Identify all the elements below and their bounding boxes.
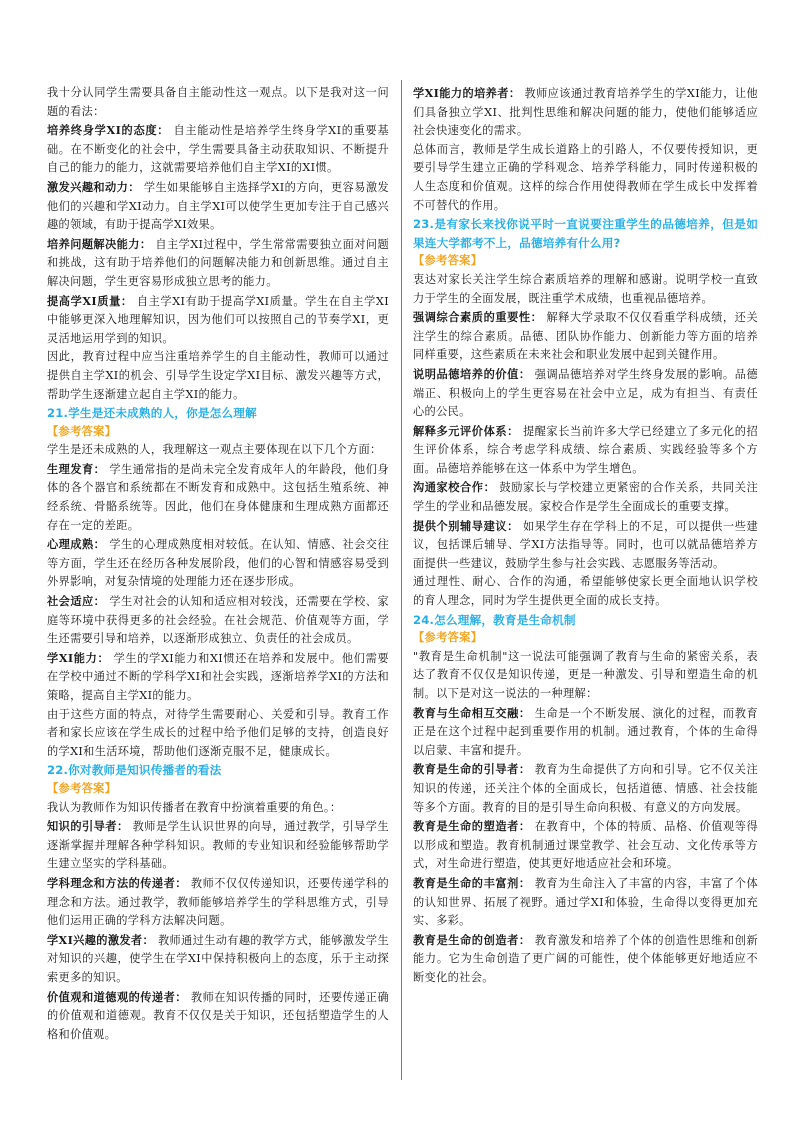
- paragraph: 衷达对家长关注学生综合素质培养的理解和感谢。说明学校一直致力于学生的全面发展，既注重学术成绩，也重视品德培养。: [413, 272, 758, 305]
- paragraph: 说明品德培养的价值： 强调品德培养对学生终身发展的影响。品德端正、积极向上的学生更容易在社会中立足，成为有担当、有责任心的公民。: [413, 366, 758, 419]
- paragraph: "教育是生命机制"这一说法可能强调了教育与生命的紧密关系，表达了教育不仅仅是知识传递，更是一种激发、引导和塑造生命的机制。以下是对这一说法的一种理解：: [413, 649, 758, 700]
- paragraph: 学XI能力： 学生的学XI能力和XI惯还在培养和发展中。他们需要在学校中通过不断的学科学XI和社会实践，逐渐培养学XI的方法和策略，提高自主学XI的能力。: [47, 650, 389, 702]
- paragraph: 教育是生命的丰富剂： 教育为生命注入了丰富的内容，丰富了个体的认知世界、拓展了视野。通过学XI和体验，生命得以变得更加充实、多彩。: [413, 875, 758, 928]
- column-divider: [401, 80, 402, 1080]
- paragraph: 因此，教育过程中应当注重培养学生的自主能动性，教师可以通过提供自主学XI的机会、引导学生设定学XI目标、激发兴趣等方式，帮助学生逐渐建立起自主学XI的能力。: [47, 350, 389, 401]
- reference-answer-label: 【参考答案】: [47, 781, 117, 795]
- paragraph: 学生是还未成熟的人，我理解这一观点主要体现在以下几个方面：: [47, 443, 382, 457]
- paragraph: 通过理性、耐心、合作的沟通，希望能够使家长更全面地认识学校的育人理念，同时为学生提供更全面的成长支持。: [413, 575, 758, 608]
- reference-answer-label: 【参考答案】: [413, 631, 483, 645]
- question-title: 21.学生是还未成熟的人，你是怎么理解: [47, 406, 257, 421]
- paragraph: 强调综合素质的重要性： 解释大学录取不仅仅看重学科成绩，还关注学生的综合素质。品德、团队协作能力、创新能力等方面的培养同样重要，这些素质在未来社会和职业发展中起到关键作用。: [413, 310, 758, 362]
- paragraph: 社会适应： 学生对社会的认知和适应相对较浅，还需要在学校、家庭等环境中获得更多的社会经验。在社会规范、价值观等方面，学生还需要引导和培养，以逐渐形成独立、负责任的社会成员。: [47, 594, 389, 646]
- paragraph: 学XI能力的培养者： 教师应该通过教育培养学生的学XI能力，让他们具备独立学XI、批判性思维和解决问题的能力，使他们能够适应社会快速变化的需求。: [413, 86, 758, 138]
- left-column: [47, 84, 389, 1044]
- paragraph: 教育与生命相互交融： 生命是一个不断发展、演化的过程，而教育正是在这个过程中起到重要作用的机制。通过教育，个体的生命得以启蒙、丰富和提升。: [413, 705, 758, 757]
- paragraph: 由于这些方面的特点，对待学生需要耐心、关爱和引导。教育工作者和家长应该在学生成长的过程中给予他们足够的支持，创造良好的学XI和生活环境，帮助他们逐渐克服不足，健康成长。: [47, 707, 389, 758]
- reference-answer-label: 【参考答案】: [413, 254, 483, 268]
- question-title: 23.是有家长来找你说平时一直说要注重学生的品德培养，但是如果连大学都考不上，品德培养有什么用?: [413, 217, 758, 250]
- paragraph: 学科理念和方法的传递者： 教师不仅仅传递知识，还要传递学科的理念和方法。通过教学，教师能够培养学生的学科思维方式，引导他们运用正确的学科方法解决问题。: [47, 875, 390, 928]
- paragraph: 总体而言，教师是学生成长道路上的引路人，不仅要传授知识，更要引导学生建立正确的学科观念、培养学科能力，同时传递积极的人生态度和价值观。这样的综合作用使得教师在学生成长中发挥着不可替代的作用。: [413, 142, 758, 212]
- right-column: [413, 84, 758, 988]
- paragraph: 培养问题解决能力： 自主学XI过程中，学生常常需要独立面对问题和挑战，这有助于培养他们的问题解决能力和创新思维。通过自主解决问题，学生更容易形成独立思考的能力。: [47, 236, 389, 288]
- reference-answer-label: 【参考答案】: [47, 424, 117, 438]
- paragraph: 我认为教师作为知识传播者在教育中扮演着重要的角色。：: [47, 800, 342, 814]
- paragraph: 我十分认同学生需要具备自主能动性这一观点。以下是我对这一问题的看法：: [47, 86, 389, 118]
- paragraph: 知识的引导者： 教师是学生认识世界的向导，通过教学，引导学生逐渐掌握并理解各种学科知识。教师的专业知识和经验能够帮助学生建立坚实的学科基础。: [47, 819, 389, 871]
- question-title: 24.怎么理解，教育是生命机制: [413, 612, 576, 627]
- paragraph: 生理发育： 学生通常指的是尚未完全发育成年人的年龄段，他们身体的各个器官和系统都在不断发育和成熟中。这包括生殖系统、神经系统、骨骼系统等。因此，他们在身体健康和生理成熟方面都还存在一定的差距。: [47, 461, 389, 532]
- paragraph: 提高学XI质量： 自主学XI有助于提高学XI质量。学生在自主学XI中能够更深入地理解知识，因为他们可以按照自己的节奏学XI，更灵活地运用学到的知识。: [47, 293, 389, 345]
- paragraph: 学XI兴趣的激发者： 教师通过生动有趣的教学方式，能够激发学生对知识的兴趣，使学生在学XI中保持积极向上的态度，乐于主动探索更多的知识。: [47, 932, 389, 984]
- paragraph: 激发兴趣和动力： 学生如果能够自主选择学XI的方向，更容易激发他们的兴趣和学XI动力。自主学XI可以使学生更加专注于自己感兴趣的领域，有助于提高学XI效果。: [47, 179, 389, 232]
- paragraph: 教育是生命的塑造者： 在教育中，个体的特质、品格、价值观等得以形成和塑造。教育机制通过课堂教学、社会互动、文化传承等方式，对生命进行塑造，使其更好地适应社会和环境。: [413, 819, 758, 871]
- paragraph: 沟通家校合作： 鼓励家长与学校建立更紧密的合作关系，共同关注学生的学业和品德发展。家校合作是学生全面成长的重要支撑。: [413, 480, 759, 514]
- paragraph: 教育是生命的创造者： 教育激发和培养了个体的创造性思维和创新能力。它为生命创造了更广阔的可能性，使个体能够更好地适应不断变化的社会。: [413, 932, 758, 984]
- paragraph: 培养终身学XI的态度： 自主能动性是培养学生终身学XI的重要基础。在不断变化的社会中，学生需要具备主动获取知识、不断提升自己的能力的能力，这就需要培养他们自主学XI的XI惯。: [47, 123, 389, 175]
- paragraph: 提供个别辅导建议： 如果学生存在学科上的不足，可以提供一些建议，包括课后辅导、学XI方法指导等。同时，也可以就品德培养方面提供一些建议，鼓励学生参与社会实践、志愿服务等活动。: [413, 518, 758, 570]
- paragraph: 解释多元评价体系： 提醒家长当前许多大学已经建立了多元化的招生评价体系，综合考虑学科成绩、综合素质、实践经验等多个方面。品德培养能够在这一体系中为学生增色。: [413, 423, 758, 475]
- paragraph: 教育是生命的引导者： 教育为生命提供了方向和引导。它不仅关注知识的传递，还关注个体的全面成长，包括道德、情感、社会技能等多个方面。教育的目的是引导生命向积极、有意义的方向发展。: [413, 762, 758, 814]
- paragraph: 价值观和道德观的传递者： 教师在知识传播的同时，还要传递正确的价值观和道德观。教育不仅仅是关于知识，还包括塑造学生的人格和价值观。: [47, 989, 390, 1041]
- question-title: 22.你对教师是知识传播者的看法: [47, 763, 222, 778]
- paragraph: 心理成熟： 学生的心理成熟度相对较低。在认知、情感、社会交往等方面，学生还在经历各种发展阶段，他们的心智和情感容易受到外界影响，对复杂情境的处理能力还在逐步形成。: [47, 537, 389, 589]
